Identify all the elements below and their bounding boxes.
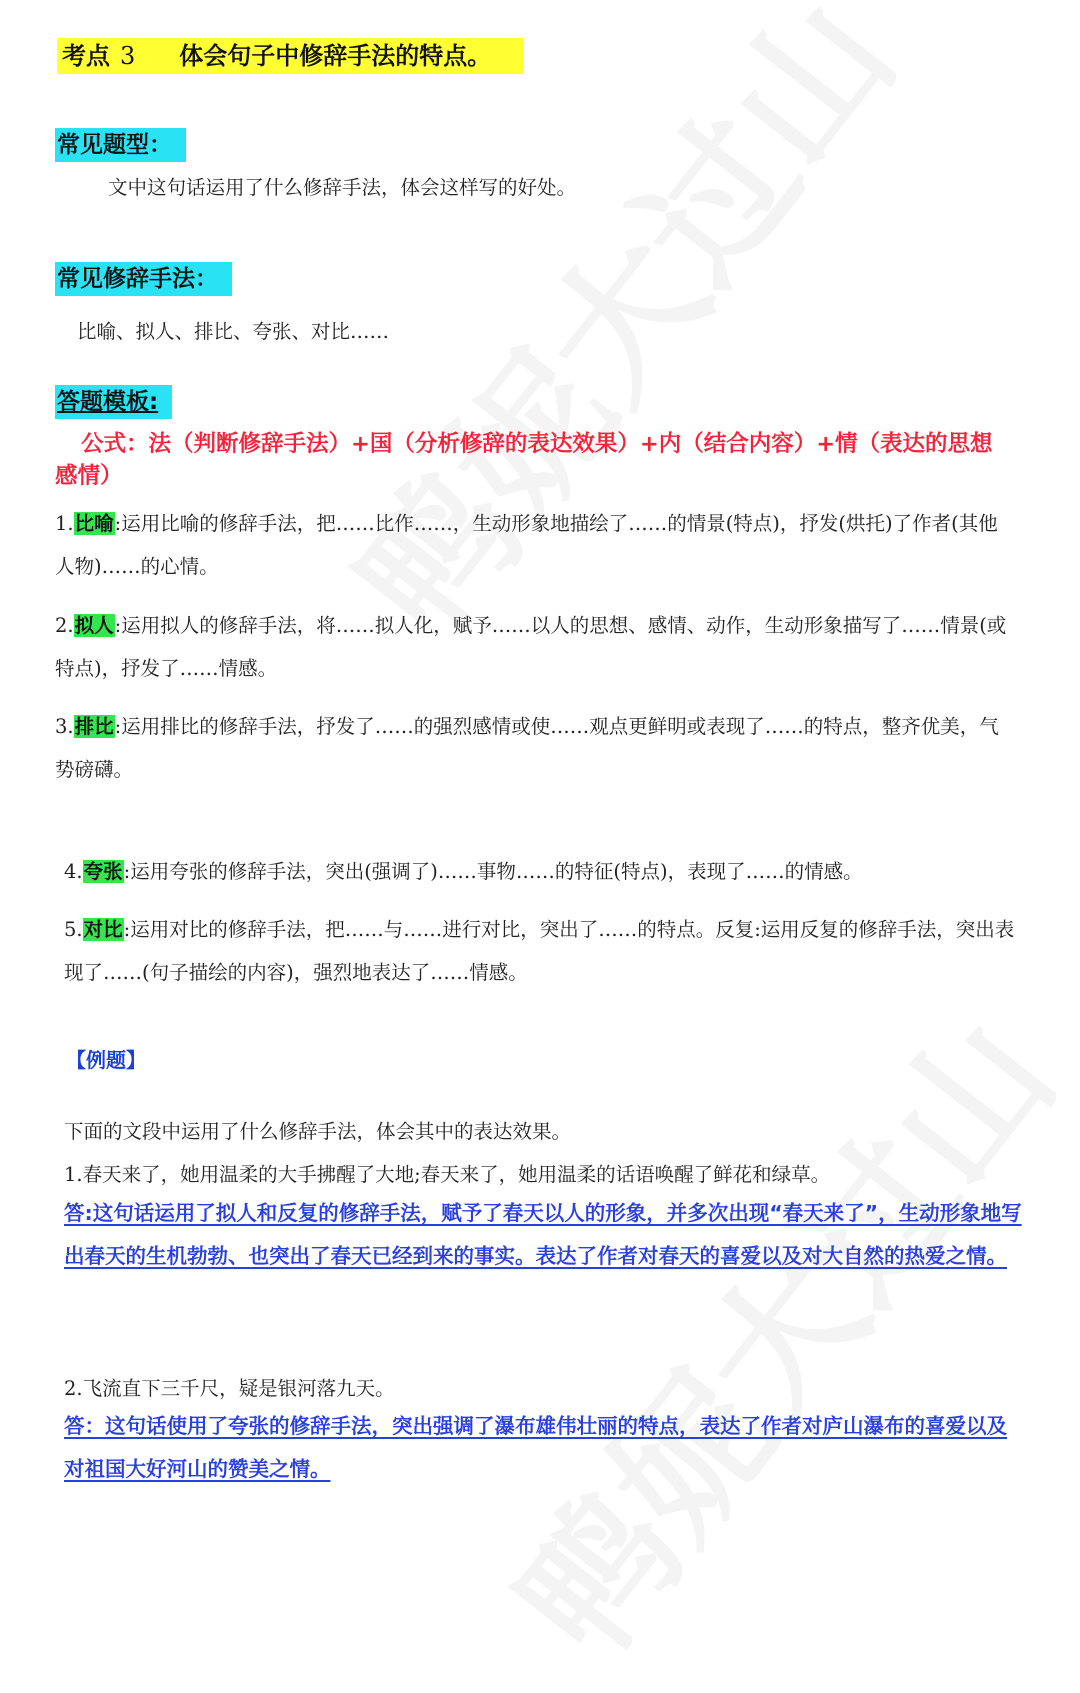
- item-text: :运用排比的修辞手法，抒发了……的强烈感情或使……观点更鲜明或表现了……的特点，整齐优美，气势磅礴。: [55, 715, 999, 781]
- example-label: 【例题】: [66, 1048, 146, 1072]
- item-number: 2.: [55, 614, 74, 637]
- template-item-personification: [55, 604, 1015, 690]
- item-tag: 对比: [83, 918, 123, 941]
- example-answer-1: 答:这句话运用了拟人和反复的修辞手法，赋予了春天以人的形象，并多次出现“春天来了”，生动形象地写出春天的生机勃勃、也突出了春天已经到来的事实。表达了作者对春天的喜爱以及对大自然的热爱之情。: [64, 1201, 1022, 1268]
- item-number: 4.: [64, 860, 83, 883]
- template-item-contrast: [64, 908, 1024, 994]
- item-number: 5.: [64, 918, 83, 941]
- common-devices-text: 比喻、拟人、排比、夸张、对比……: [77, 320, 390, 343]
- item-text: :运用比喻的修辞手法，把……比作……，生动形象地描绘了……的情景(特点)，抒发(烘托)了作者(其他人物)……的心情。: [55, 512, 998, 578]
- template-heading: 答题模板:: [55, 385, 172, 419]
- title-text: 体会句子中修辞手法的特点。: [179, 42, 492, 70]
- template-item-hyperbole: [64, 850, 1024, 893]
- item-tag: 拟人: [74, 614, 114, 637]
- item-text: :运用拟人的修辞手法，将……拟人化，赋予……以人的思想、感情、动作，生动形象描写了……情景(或特点)，抒发了……情感。: [55, 614, 1007, 680]
- common-types-text: 文中这句话运用了什么修辞手法，体会这样写的好处。: [108, 176, 577, 199]
- item-number: 1.: [55, 512, 74, 535]
- item-tag: 排比: [74, 715, 114, 738]
- title-number: 3: [120, 42, 136, 70]
- example-prompt: 下面的文段中运用了什么修辞手法，体会其中的表达效果。: [64, 1120, 572, 1143]
- template-item-metaphor: [55, 502, 1015, 588]
- item-number: 3.: [55, 715, 74, 738]
- item-tag: 比喻: [74, 512, 114, 535]
- example-question-1: 1.春天来了，她用温柔的大手拂醒了大地;春天来了，她用温柔的话语唤醒了鲜花和绿草。: [64, 1163, 831, 1186]
- common-devices-heading: 常见修辞手法：: [55, 262, 232, 296]
- item-text: :运用对比的修辞手法，把……与……进行对比，突出了……的特点。反复:运用反复的修辞手法，突出表现了……(句子描绘的内容)，强烈地表达了……情感。: [64, 918, 1015, 984]
- item-text: :运用夸张的修辞手法，突出(强调了)……事物……的特征(特点)，表现了……的情感。: [123, 860, 863, 883]
- page-title: [62, 40, 491, 72]
- item-tag: 夸张: [83, 860, 123, 883]
- formula: 公式：法（判断修辞手法）+国（分析修辞的表达效果）+内（结合内容）+情（表达的思想感情）: [55, 431, 993, 489]
- example-question-2: 2.飞流直下三千尺，疑是银河落九天。: [64, 1377, 395, 1400]
- watermark: [460, 969, 1080, 1693]
- example-answer-2: 答：这句话使用了夸张的修辞手法，突出强调了瀑布雄伟壮丽的特点，表达了作者对庐山瀑布的喜爱以及对祖国大好河山的赞美之情。: [64, 1414, 1007, 1481]
- title-prefix: 考点: [62, 42, 110, 70]
- common-types-heading: 常见题型：: [55, 128, 186, 162]
- template-item-parallelism: [55, 705, 1015, 791]
